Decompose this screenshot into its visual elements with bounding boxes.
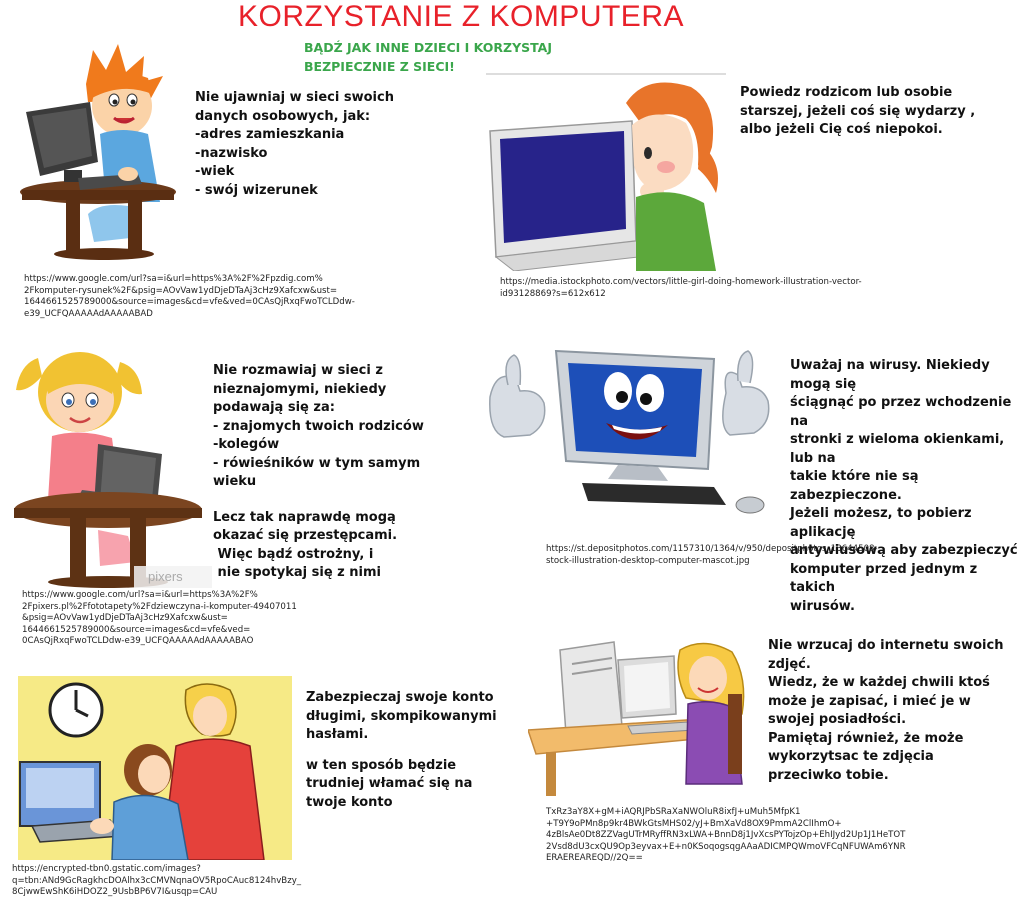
tip-line: nieznajomymi, niekiedy — [213, 381, 387, 397]
tip-line: - znajomych twoich rodziców — [213, 418, 424, 434]
tip-viruses — [790, 357, 1022, 616]
pixers-watermark: pixers — [148, 569, 183, 584]
tip-line: Powiedz rodzicom lub osobie — [740, 85, 953, 100]
tip-line: ściągnąć po przez wchodzenie na — [790, 395, 1012, 429]
source-line: q=tbn:ANd9GcRagkhcDOAlhx3cCMVNqnaOV5RpoCAuc8124hvBzy_ — [12, 875, 302, 886]
tip-line: okazać się przestępcami. — [213, 528, 398, 543]
source-link-1 — [24, 274, 355, 320]
source-line: https://st.depositphotos.com/1157310/1364/v/950/depositphotos_13644508- — [546, 544, 878, 554]
tip-line: starszej, jeżeli coś się wydarzy , — [740, 103, 976, 119]
girl-with-laptop-illustration — [486, 73, 726, 271]
tip-line: podawają się za: — [213, 400, 335, 415]
tip-line: Uważaj na wirusy. Niekiedy mogą się — [790, 358, 990, 392]
tip-line: albo jeżeli Cię coś niepokoi. — [740, 122, 943, 137]
tip-line: Zabezpieczaj swoje konto — [306, 690, 494, 705]
tip-line: -adres zamieszkania — [195, 127, 345, 142]
source-line: 1644661525789000&source=images&cd=vfe&ved= — [22, 624, 251, 635]
source-line: e39_UCFQAAAAAdAAAAABAD — [24, 308, 153, 319]
tip-line: danych osobowych, jak: — [195, 108, 371, 124]
source-line: https://www.google.com/url?sa=i&url=https%3A%2F%2Fpzdig.com% — [24, 274, 323, 284]
source-line: TxRz3aY8X+gM+iAQRJPbSRaXaNWOluR8ixfJ+uMuh5MfpK1 — [546, 807, 801, 817]
tip-strangers — [213, 362, 424, 583]
source-link-5 — [12, 864, 301, 899]
source-line: stock-illustration-desktop-computer-mascot.jpg — [546, 555, 750, 566]
boy-at-computer-illustration — [18, 42, 193, 264]
tip-line: zdjęć. — [768, 656, 811, 672]
tip-line: Więc bądź ostrożny, i — [213, 546, 374, 562]
tip-line — [306, 745, 497, 757]
tip-line: swojej posiadłości. — [768, 712, 907, 727]
tip-line: Nie rozmawiaj w sieci z — [213, 363, 383, 378]
tip-personal-data — [195, 89, 394, 200]
tip-line: Pamiętaj również, że może — [768, 730, 964, 746]
tip-line — [213, 492, 424, 509]
computer-mascot-illustration — [486, 345, 784, 521]
tip-line: -wiek — [195, 164, 235, 179]
source-link-4 — [546, 544, 878, 567]
source-line: ERAEREAREQD//2Q== — [546, 853, 643, 864]
source-line: https://media.istockphoto.com/vectors/little-girl-doing-homework-illustration-vector- — [500, 277, 862, 287]
source-line: +T9Y9oPMn8p9kr4BWkGtsMHS02/yJ+BmXaVd8OX9PmmA2ClIhmO+ — [546, 818, 842, 829]
tip-line: -nazwisko — [195, 145, 268, 161]
source-line: 2Vsd8dU3cxQU9Op3eyvax+E+n0KSoqogsqgAAaADICMPQWmoVFCqNFUWAm6YNR — [546, 841, 906, 852]
source-line: 4zBlsAe0Dt8ZZVagUTrMRyffRN3xLWA+BnnD8j1JvXcsPYTojzOp+EhIJyd2Up1J1HeTOT — [546, 830, 906, 841]
tip-line: -kolegów — [213, 437, 280, 452]
tip-line: w ten sposób będzie — [306, 757, 457, 773]
tip-line: stronki z wieloma okienkami, lub na — [790, 432, 1005, 466]
tip-line: wirusów. — [790, 598, 855, 614]
tip-photos — [768, 637, 1003, 785]
tip-line: Jeżeli możesz, to pobierz aplikację — [790, 506, 972, 540]
tip-line: nie spotykaj się z nimi — [213, 565, 381, 580]
tip-line: przeciwko tobie. — [768, 767, 889, 783]
tip-line: może je zapisać, i mieć je w — [768, 693, 971, 709]
source-line: 0CAsQjRxqFwoTCLDdw-e39_UCFQAAAAAdAAAAABAO — [22, 636, 254, 647]
tip-line: takie które nie są zabezpieczone. — [790, 469, 919, 503]
tip-line: wieku — [213, 474, 257, 489]
source-line: 1644661525789000&source=images&cd=vfe&ved=0CAsQjRxqFwoTCLDdw- — [24, 297, 355, 308]
source-line: https://www.google.com/url?sa=i&url=https%3A%2F% — [22, 590, 258, 600]
page-subtitle — [304, 38, 552, 76]
source-line: &psig=AOvVaw1ydDjeDTaAj3cHz9Xafcxw&ust= — [22, 613, 228, 624]
subtitle-line: BĄDŹ JAK INNE DZIECI I KORZYSTAJ — [304, 40, 553, 55]
source-line: 2Fkomputer-rysunek%2F&psig=AOvVaw1ydDjeDTaAj3cHz9Xafcxw&ust= — [24, 285, 338, 296]
source-link-6 — [546, 807, 906, 865]
tip-line: - swój wizerunek — [195, 182, 318, 198]
tip-line: Nie ujawniaj w sieci swoich — [195, 90, 394, 105]
tip-line: twoje konto — [306, 794, 393, 810]
page-title: KORZYSTANIE Z KOMPUTERA — [238, 0, 684, 33]
tip-line: Lecz tak naprawdę mogą — [213, 509, 396, 525]
source-line: id93128869?s=612x612 — [500, 288, 606, 299]
tip-tell-parents — [740, 84, 975, 140]
source-line: https://encrypted-tbn0.gstatic.com/images? — [12, 864, 201, 874]
tip-passwords — [306, 689, 497, 812]
tip-line: wykorzytsac te zdjęcia — [768, 749, 934, 764]
girl-at-computer-illustration — [8, 340, 213, 590]
tip-line: antywiusową aby zabezpieczyć — [790, 543, 1018, 558]
subtitle-line: BEZPIECZNIE Z SIECI! — [304, 59, 455, 74]
tip-line: hasłami. — [306, 727, 369, 742]
tip-line: - rówieśników w tym samym — [213, 455, 421, 471]
source-link-3 — [22, 590, 297, 648]
password-scene-illustration — [18, 676, 292, 860]
source-line: 8CjwwEwShK6iHDOZ2_9UsbBP6V7I&usqp=CAU — [12, 887, 218, 898]
source-link-2 — [500, 277, 862, 300]
girl-at-desktop-illustration — [528, 634, 764, 796]
source-line: 2Fpixers.pl%2Ffototapety%2Fdziewczyna-i-komputer-49407011 — [22, 601, 297, 612]
tip-line: długimi, skompikowanymi — [306, 708, 497, 724]
tip-line: komputer przed jednym z takich — [790, 561, 978, 595]
tip-line: Nie wrzucaj do internetu swoich — [768, 638, 1004, 653]
tip-line: Wiedz, że w każdej chwili ktoś — [768, 675, 990, 690]
tip-line: trudniej włamać się na — [306, 776, 473, 791]
